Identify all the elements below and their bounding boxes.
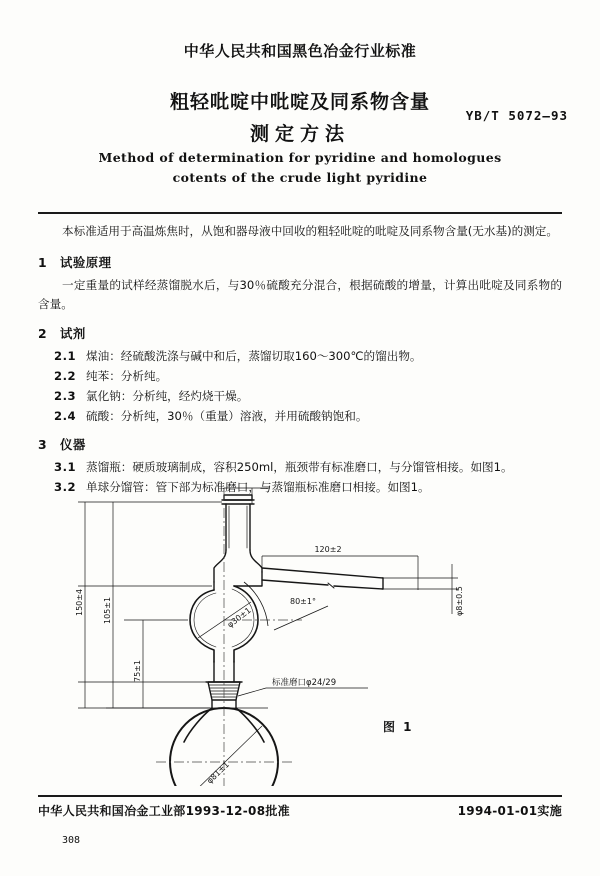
document-body xyxy=(38,222,562,498)
section-title-3: 仪器 xyxy=(60,437,86,452)
list-item xyxy=(38,458,562,476)
dim-sidearm-angle: 80±1° xyxy=(290,597,316,606)
item-text: 氯化钠：分析纯，经灼烧干燥。 xyxy=(86,389,249,403)
issuing-organization: 中华人民共和国黑色冶金行业标准 xyxy=(183,42,417,60)
section-title-1: 试验原理 xyxy=(60,255,112,270)
list-item xyxy=(38,387,562,405)
distillation-apparatus-drawing xyxy=(38,486,562,786)
item-number: 2.1 xyxy=(54,349,77,363)
apparatus-figure xyxy=(38,486,562,786)
item-text: 纯苯：分析纯。 xyxy=(86,369,168,383)
document-title-line1: 粗轻吡啶中吡啶及同系物含量 xyxy=(169,91,430,113)
standard-number: YB/T 5072—93 xyxy=(465,108,568,123)
dim-bulb-diameter: φ30±1 xyxy=(225,605,253,630)
figure-caption: 图 1 xyxy=(383,720,414,734)
section-heading-2 xyxy=(38,324,562,342)
item-number: 2.3 xyxy=(54,389,77,403)
section-1-paragraph: 一定重量的试样经蒸馏脱水后，与30％硫酸充分混合，根据硫酸的增量，计算出吡啶及同系物的含量。 xyxy=(38,278,562,311)
section-number-1: 1 xyxy=(38,255,48,270)
english-title-line1: Method of determination for pyridine and homologues xyxy=(98,150,502,165)
item-text: 煤油：经硫酸洗涤与碱中和后，蒸馏切取160～300℃的馏出物。 xyxy=(86,349,422,363)
english-title xyxy=(60,148,540,188)
section-number-3: 3 xyxy=(38,437,48,452)
section-heading-1 xyxy=(38,253,562,271)
section-heading-3 xyxy=(38,435,562,453)
document-title-line2: 测定方法 xyxy=(249,123,350,145)
section-number-2: 2 xyxy=(38,326,48,341)
page-number: 308 xyxy=(62,835,81,846)
effective-date: 1994-01-01实施 xyxy=(457,804,562,818)
dim-total-height: 150±4 xyxy=(75,588,84,616)
item-number: 2.4 xyxy=(54,409,77,423)
item-text: 蒸馏瓶：硬质玻璃制成，容积250ml，瓶颈带有标准磨口，与分馏管相接。如图1。 xyxy=(86,460,513,474)
dim-sidearm-diameter: φ8±0.5 xyxy=(455,586,464,616)
item-text: 单球分馏管：管下部为标准磨口，与蒸馏瓶标准磨口相接。如图1。 xyxy=(86,480,430,494)
list-item xyxy=(38,347,562,365)
item-number: 3.1 xyxy=(54,460,77,474)
item-number: 2.2 xyxy=(54,369,77,383)
approval-note: 中华人民共和国冶金工业部1993-12-08批准 xyxy=(38,804,290,818)
scope-paragraph: 本标准适用于高温炼焦时，从饱和器母液中回收的粗轻吡啶的吡啶及同系物含量(无水基)的测定。 xyxy=(62,224,558,238)
item-text: 硫酸：分析纯，30％（重量）溶液，并用硫酸钠饱和。 xyxy=(86,409,368,423)
dim-mid-height: 105±1 xyxy=(103,596,112,624)
dim-sidearm-length: 120±2 xyxy=(314,545,342,554)
item-number: 3.2 xyxy=(54,480,77,494)
section-title-2: 试剂 xyxy=(60,326,86,341)
dim-lower-height: 75±1 xyxy=(133,660,142,682)
label-ground-joint: 标准磨口φ24/29 xyxy=(272,678,337,688)
english-title-line2: cotents of the crude light pyridine xyxy=(172,170,428,185)
list-item xyxy=(38,407,562,425)
header-divider xyxy=(38,212,562,214)
footer-divider xyxy=(38,795,562,797)
dim-flask-diameter: φ81±1 xyxy=(205,760,231,786)
list-item xyxy=(38,367,562,385)
